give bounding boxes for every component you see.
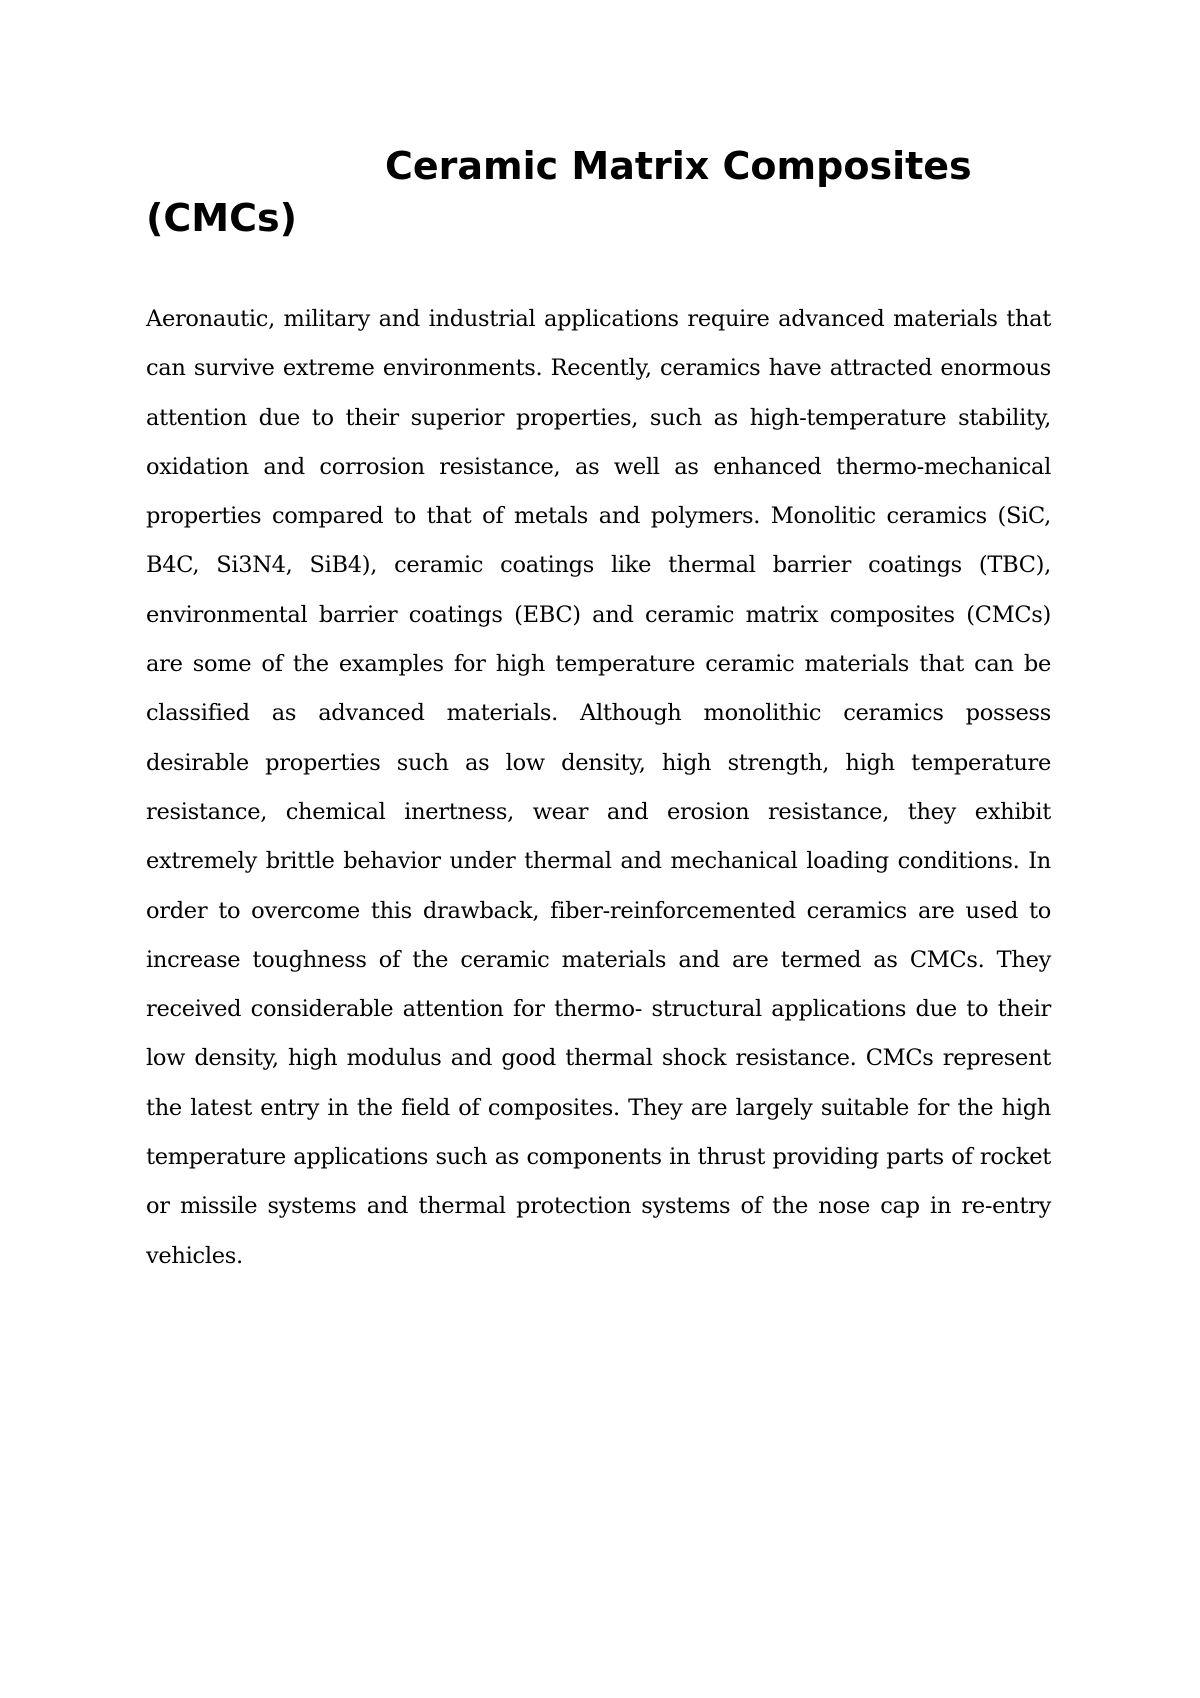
body-paragraph: Aeronautic, military and industrial applications require advanced materials that can survive extreme environments. Recently, ceramics have attracted enormous attention due to their superior properties, such as high-temperature stability, oxidation and corrosion resistance, as well as enhanced thermo-mechanical properties compared to that of metals and polymers. Monolitic ceramics (SiC, B4C, Si3N4, SiB4), ceramic coatings like thermal barrier coatings (TBC), environmental barrier coatings (EBC) and ceramic matrix composites (CMCs) are some of the examples for high temperature ceramic materials that can be classified as advanced materials. Although monolithic ceramics possess desirable properties such as low density, high strength, high temperature resistance, chemical inertness, wear and erosion resistance, they exhibit extremely brittle behavior under thermal and mechanical loading conditions. In order to overcome this drawback, fiber-reinforcemented ceramics are used to increase toughness of the ceramic materials and are termed as CMCs. They received considerable attention for thermo- structural applications due to their low density, high modulus and good thermal shock resistance. CMCs represent the latest entry in the field of composites. They are largely suitable for the high temperature applications such as components in thrust providing parts of rocket or missile systems and thermal protection systems of the nose cap in re-entry vehicles. xyxy=(146,306,1051,1269)
page-title: Ceramic Matrix Composites (CMCs) xyxy=(146,144,972,240)
